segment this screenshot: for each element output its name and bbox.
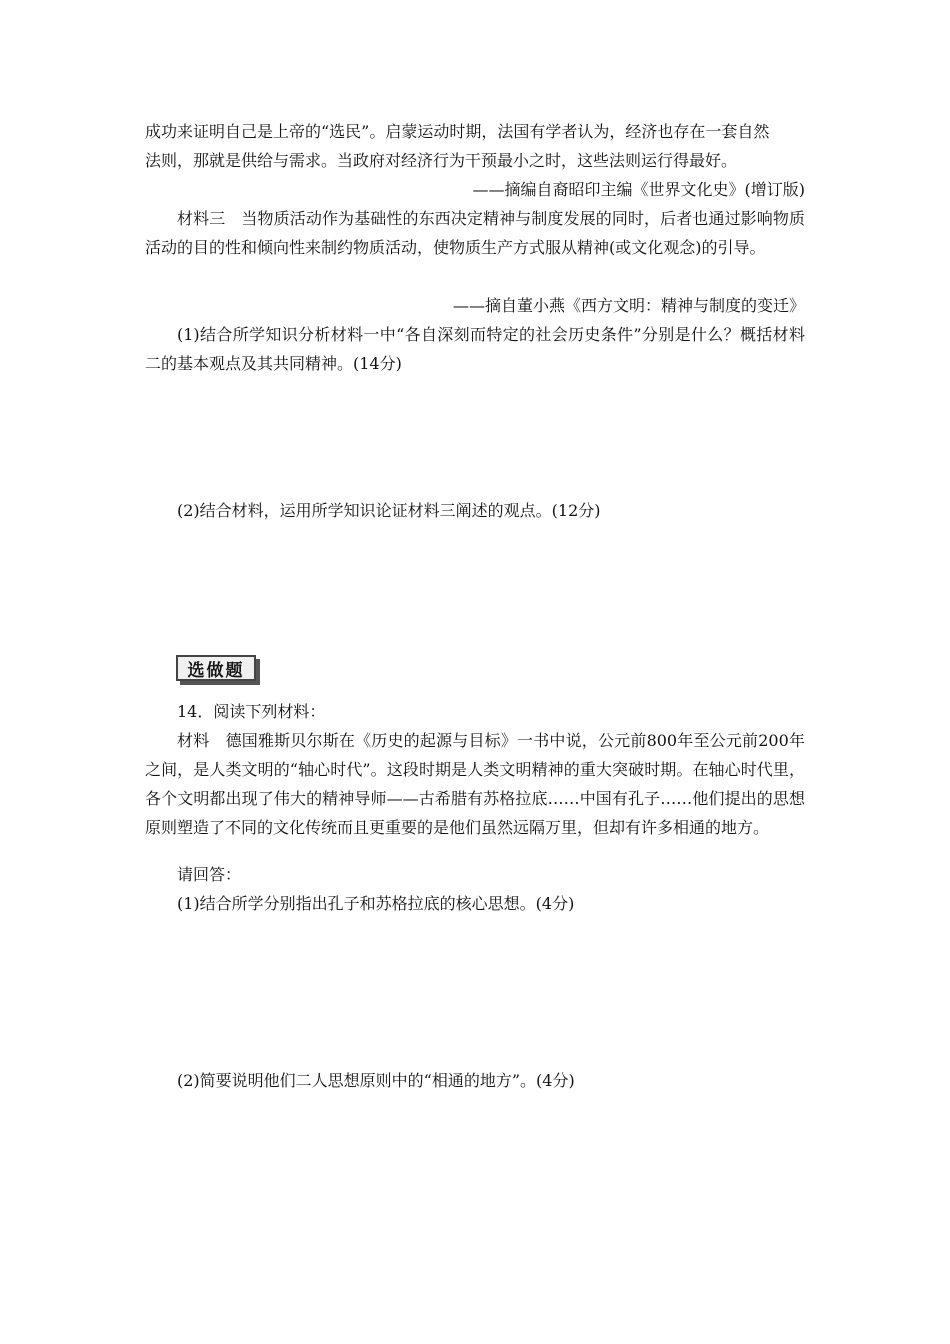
q13-subquestion-2: (2)结合材料，运用所学知识论证材料三阐述的观点。(12分) [177,501,601,520]
q13-subquestion-1: (1)结合所学知识分析材料一中“各自深刻而特定的社会历史条件”分别是什么？概括材料二的基本观点及其共同精神。(14分) [145,325,805,373]
q14-material: 材料 德国雅斯贝尔斯在《历史的起源与目标》一书中说，公元前800年至公元前200年之间，是人类文明的“轴心时代”。这段时期是人类文明精神的重大突破时期。在轴心时代里，各个文明都出现了伟大的精神导师——古希腊有苏格拉底……中国有孔子……他们提出的思想原则塑造了不同的文化传统而且更重要的是他们虽然远隔万里，但却有许多相通的地方。 [145,731,805,837]
material3-text: 材料三 当物质活动作为基础性的东西决定精神与制度发展的同时，后者也通过影响物质活动的目的性和倾向性来制约物质活动，使物质生产方式服从精神(或文化观念)的引导。 [145,209,805,257]
badge-label: 选做题 [176,655,256,681]
q14-subquestion-1: (1)结合所学分别指出孔子和苏格拉底的核心思想。(4分) [177,894,575,913]
q14-intro: 14．阅读下列材料： [177,702,326,721]
material2-line2: 法则，那就是供给与需求。当政府对经济行为干预最小之时，这些法则运行得最好。 [145,151,738,170]
material3-source: ——摘自董小燕《西方文明：精神与制度的变迁》 [452,296,805,315]
q14-subquestion-2: (2)简要说明他们二人思想原则中的“相通的地方”。(4分) [177,1071,575,1090]
material2-source: ——摘编自裔昭印主编《世界文化史》(增订版) [472,180,805,199]
q14-prompt: 请回答： [177,865,242,884]
optional-questions-badge [176,655,260,685]
material2-line1: 成功来证明自己是上帝的“选民”。启蒙运动时期，法国有学者认为，经济也存在一套自然 [145,122,770,141]
